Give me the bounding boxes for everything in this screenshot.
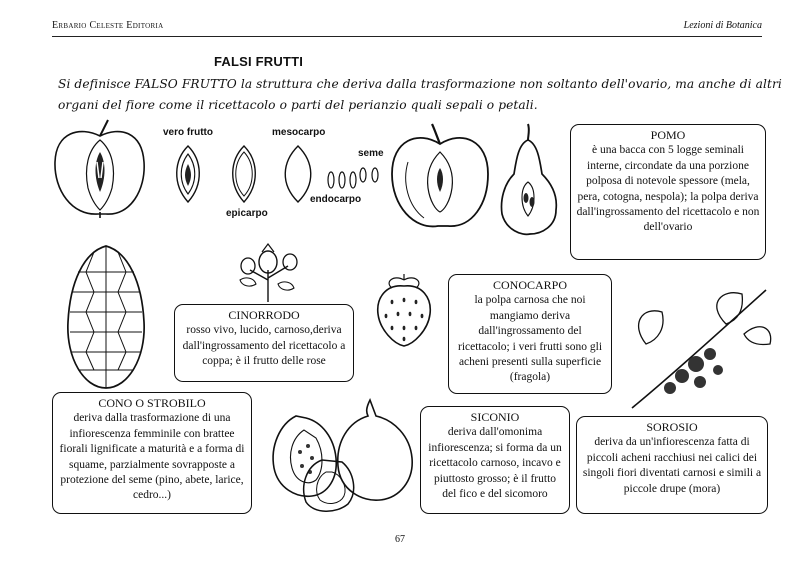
page-title: FALSI FRUTTI [214,54,304,69]
label-epicarpo: epicarpo [226,208,268,219]
cinorrodo-box [174,304,354,382]
page-number: 67 [395,534,405,545]
cono-strobilo-text: deriva dalla trasformazione di una infiorescenza femminile con brattee fiorali lignificate a maturità e a forma di squame, parzialmente sovrapposte a protezione del seme (pino, abete, larice, cedro...) [59,412,245,502]
siconio-text: deriva dall'omonima infiorescenza; si forma da un ricettacolo carnoso, incavo e piuttosto grosso; è il frutto del fico e del sicomoro [428,426,562,501]
cono-strobilo-box [52,392,252,514]
pine-cone-illustration [64,242,148,392]
pear-illustration [498,122,560,238]
conocarpo-box [448,274,612,394]
header-publisher: Erbario Celeste Editoria [52,20,164,31]
siconio-box [420,406,570,514]
apple-illustration [388,122,492,234]
figs-illustration [266,396,416,516]
mesocarpo-illustration [276,144,320,204]
header-rule [52,36,762,37]
pomo-box [570,124,766,260]
apple-section-illustration [50,118,150,222]
seed-illustration [356,164,382,186]
label-seme: seme [358,148,384,159]
label-endocarpo: endocarpo [310,194,362,205]
intro-paragraph: Si definisce FALSO FRUTTO la struttura che deriva dalla trasformazione non soltanto dell'ovario, ma anche di altri organi del fiore come il ricettacolo o parti del perianzio quali sepali o petali. [58,77,782,112]
cinorrodo-title: CINORRODO [228,308,300,322]
true-fruit-illustration [168,144,208,204]
header-book-title: Lezioni di Botanica [683,20,762,31]
blackberry-illustration [626,284,776,414]
strawberry-illustration [372,272,436,348]
pomo-text: è una bacca con 5 logge seminali interne, circondate da una porzione polposa di notevole spessore (mela, pera, cotogna, nespola); la polpa deriva dall'ingrossamento del ricettacolo e non dell'ovario [576,144,760,234]
label-vero-frutto: vero frutto [163,127,213,138]
label-mesocarpo: mesocarpo [272,127,326,138]
siconio-title: SICONIO [470,410,520,424]
conocarpo-title: CONOCARPO [492,278,567,292]
sorosio-text: deriva da un'infiorescenza fatta di piccoli acheni racchiusi nei calici dei singoli fiori diventati carnosi e simili a piccole drupe (mora) [582,436,762,495]
endocarpo-illustration [326,168,358,192]
sorosio-box [576,416,768,514]
rose-hip-illustration [232,240,304,304]
pomo-title: POMO [650,128,686,142]
sorosio-title: SOROSIO [646,420,698,434]
epicarpo-illustration [224,144,264,204]
cinorrodo-text: rosso vivo, lucido, carnoso,deriva dall'ingrossamento del ricettacolo a coppa; è il frutto delle rose [182,324,346,368]
conocarpo-text: la polpa carnosa che noi mangiamo deriva dall'ingrossamento del ricettacolo; i veri frutti sono gli acheni presenti sulla superficie (fragola) [457,294,603,384]
cono-strobilo-title: CONO O STROBILO [98,396,206,410]
